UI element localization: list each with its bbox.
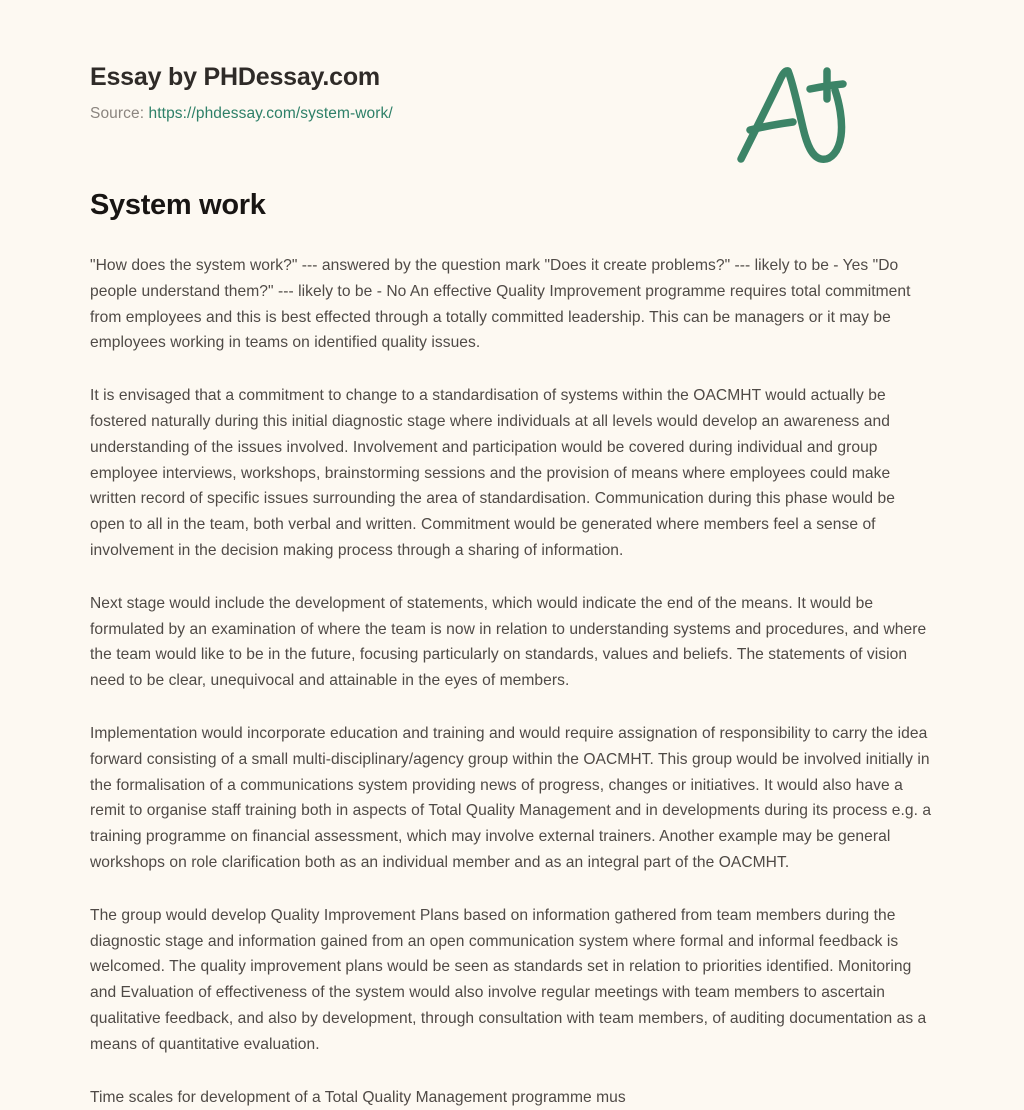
- paragraph: The group would develop Quality Improvement Plans based on information gathered from team members during the diagnostic stage and information gained from an open communication system where formal and informal feedback is welcomed. The quality improvement plans would be seen as standards set in relation to priorities identified. Monitoring and Evaluation of effectiveness of the system would also involve regular meetings with team members to ascertain qualitative feedback, and also by development, through consultation with team members, of auditing documentation as a means of quantitative evaluation.: [90, 906, 927, 1053]
- paragraph: Implementation would incorporate education and training and would require assignation of responsibility to carry the idea forward consisting of a small multi-disciplinary/agency group within the OACMHT. This group would be involved initially in the formalisation of a communications system providing news of progress, changes or initiatives. It would also have a remit to organise staff training both in aspects of Total Quality Management and in developments during its process e.g. a training programme on financial assessment, which may involve external trainers. Another example may be general workshops on role clarification both as an individual member and as an integral part of the OACMHT.: [90, 724, 932, 871]
- source-url-link[interactable]: https://phdessay.com/system-work/: [148, 105, 393, 122]
- a-plus-logo-icon: [732, 58, 852, 168]
- brand-title: Essay by PHDessay.com: [90, 63, 380, 91]
- paragraph: Next stage would include the development of statements, which would indicate the end of the means. It would be formulated by an examination of where the team is now in relation to understanding systems and procedures, and where the team would like to be in the future, focusing particularly on standards, values and beliefs. The statements of vision need to be clear, unequivocal and attainable in the eyes of members.: [90, 594, 927, 690]
- page-header: [90, 0, 934, 122]
- paragraph-truncated: Time scales for development of a Total Quality Management programme mus: [90, 1088, 626, 1106]
- essay-body: [90, 253, 934, 1110]
- source-label: Source:: [90, 105, 145, 122]
- paragraph: "How does the system work?" --- answered by the question mark "Does it create problems?" --- likely to be - Yes "Do people understand them?" --- likely to be - No An effective Quality Improvement programme requires total commitment from employees and this is best effected through a totally committed leadership. This can be managers or it may be employees working in teams on identified quality issues.: [90, 257, 911, 352]
- page-title: System work: [90, 189, 266, 221]
- paragraph: It is envisaged that a commitment to change to a standardisation of systems within the OACMHT would actually be fostered naturally during this initial diagnostic stage where individuals at all levels would develop an awareness and understanding of the issues involved. Involvement and participation would be covered during individual and group employee interviews, workshops, brainstorming sessions and the provision of means where employees could make written record of specific issues surrounding the area of standardisation. Communication during this phase would be open to all in the team, both verbal and written. Commitment would be generated where members feel a sense of involvement in the decision making process through a sharing of information.: [90, 387, 895, 559]
